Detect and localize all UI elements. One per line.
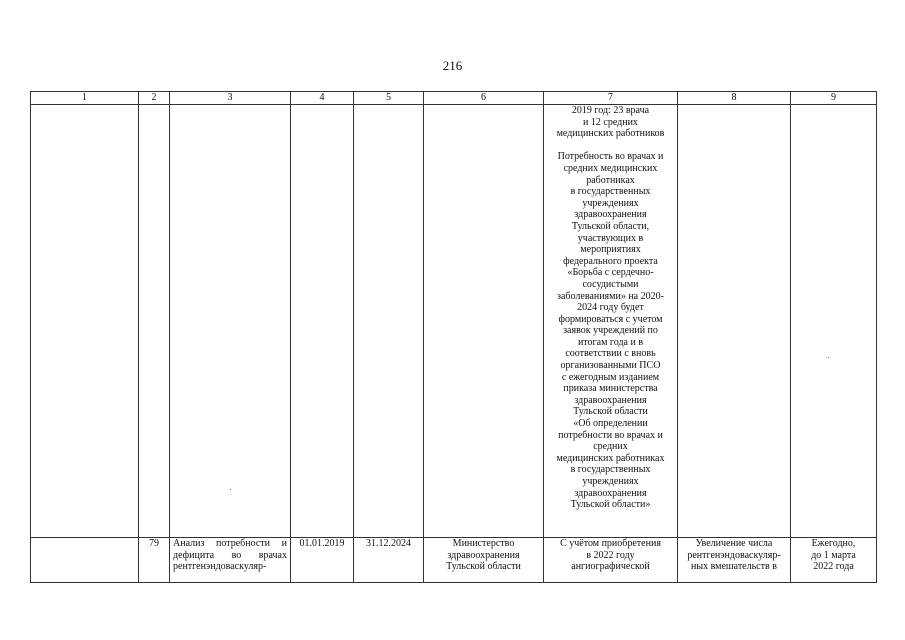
text-line: Увеличение числа	[695, 538, 773, 549]
text-line: ангиографической	[571, 561, 650, 573]
text-line: здравоохранения	[574, 209, 647, 221]
column-header: 9	[791, 92, 877, 105]
text-line: в государственных	[570, 186, 651, 198]
page-number: 216	[442, 58, 463, 73]
column-header: 1	[31, 92, 139, 105]
text-line: дефицита во врачах	[173, 549, 287, 561]
text-line: здравоохранения	[574, 487, 647, 499]
text-line: Тульской области	[573, 406, 648, 418]
text-line: работниках	[586, 174, 635, 186]
characteristic-cell	[544, 538, 678, 583]
text-line: заявок учреждений по	[563, 325, 658, 337]
text-line: формироваться с учетом	[558, 313, 663, 325]
scan-speck	[828, 357, 829, 358]
text-line: здравоохранения	[447, 549, 520, 561]
text-line	[547, 140, 674, 152]
text-line: Тульской области	[446, 561, 521, 573]
text-line: рентгенэндоваскуляр-	[687, 549, 781, 561]
text-line: Министерство	[452, 538, 515, 549]
responsible-cell	[424, 538, 544, 583]
plan-table	[30, 91, 877, 583]
table-cell	[424, 105, 544, 538]
text-line: С учётом приобретения	[560, 538, 661, 549]
text-line: заболеваниями» на 2020-	[557, 290, 664, 302]
table-cell	[31, 105, 139, 538]
text-line: учреждениях	[582, 476, 639, 487]
column-header: 3	[170, 92, 291, 105]
table-row-79	[31, 538, 877, 583]
text-line: средних	[593, 441, 628, 453]
column-header: 7	[544, 92, 678, 105]
text-line: в 2022 году	[586, 549, 635, 561]
continuation-col7-cell	[544, 105, 678, 538]
deadline-cell	[791, 538, 877, 583]
event-description-cell	[170, 538, 291, 583]
text-line: соответствии с вновь	[565, 348, 656, 360]
end-date-cell: 31.12.2024	[354, 538, 424, 583]
text-line: Тульской области,	[571, 220, 650, 232]
text-line: федерального проекта	[563, 255, 658, 267]
table-cell	[31, 538, 139, 583]
table-cell	[291, 105, 354, 538]
text-line: и 12 средних	[583, 116, 638, 128]
text-line: сосудистыми	[582, 278, 639, 290]
scan-speck	[230, 489, 231, 490]
column-header: 6	[424, 92, 544, 105]
table-cell	[678, 105, 791, 538]
text-line: до 1 марта	[811, 549, 856, 561]
text-line: участвующих в	[577, 232, 644, 244]
column-header: 8	[678, 92, 791, 105]
result-cell	[678, 538, 791, 583]
text-line: ных вмешательств в	[691, 561, 777, 573]
text-line: мероприятиях	[580, 244, 641, 256]
start-date-cell: 01.01.2019	[291, 538, 354, 583]
column-number-row	[31, 92, 877, 105]
text-line: приказа министерства	[563, 383, 658, 395]
column-header: 4	[291, 92, 354, 105]
text-line: здравоохранения	[574, 394, 647, 406]
text-line: в государственных	[570, 464, 651, 476]
text-line: медицинских работников	[556, 128, 665, 140]
text-line: Тульской области»	[570, 499, 651, 511]
text-line: Потребность во врачах и	[557, 151, 664, 163]
row-number: 79	[139, 538, 170, 583]
text-line: потребности во врачах и	[558, 429, 663, 441]
text-line: средних медицинских	[563, 162, 658, 174]
table-cell	[170, 105, 291, 538]
continuation-row	[31, 105, 877, 538]
column-header: 5	[354, 92, 424, 105]
text-line: 2022 года	[813, 561, 854, 573]
column-header: 2	[139, 92, 170, 105]
table-cell	[791, 105, 877, 538]
text-line: итогам года и в	[577, 336, 644, 348]
text-line: с ежегодным изданием	[561, 371, 660, 383]
text-line: Анализ потребности и	[173, 538, 287, 549]
text-line: 2024 году будет	[577, 302, 644, 314]
text-line: организованными ПСО	[560, 360, 661, 372]
text-line: медицинских работниках	[556, 452, 665, 464]
text-line: 2019 год: 23 врача	[571, 105, 650, 116]
text-line: Ежегодно,	[811, 538, 856, 549]
text-line: «Об определении	[573, 418, 648, 430]
text-line: «Борьба с сердечно-	[567, 267, 654, 279]
text-line: рентгенэндоваскуляр-	[173, 561, 267, 573]
text-line: учреждениях	[582, 197, 639, 209]
table-cell	[354, 105, 424, 538]
table-cell	[139, 105, 170, 538]
